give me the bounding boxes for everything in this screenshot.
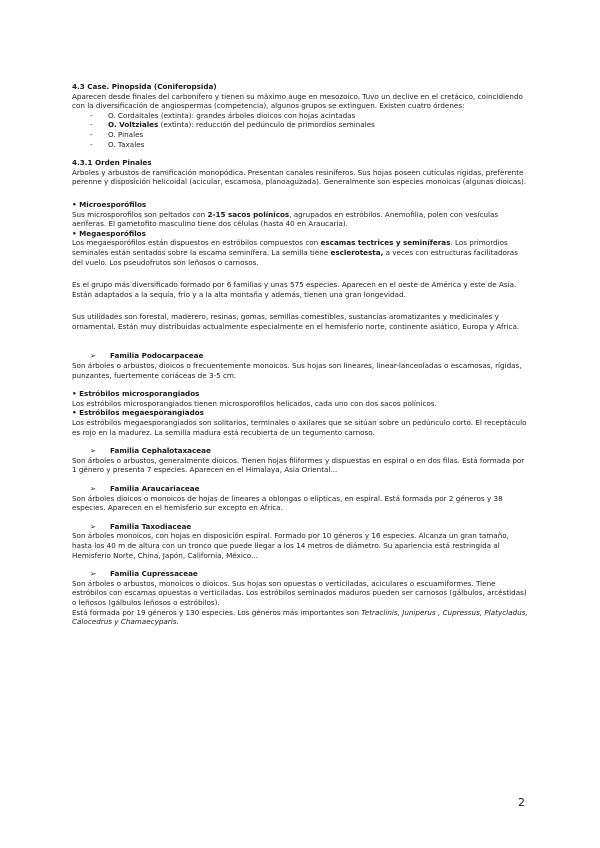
subheading: • Microesporófilos bbox=[72, 199, 147, 209]
paragraph: Son árboles dioicos o monoicos de hojas de lineares a oblongas o elípticas, en espiral. Está formada por 2 géneros y 38 especies. Aparecen en el hemisferio sur excepto en África. bbox=[72, 493, 503, 513]
section-heading: 4.3 Case. Pinopsida (Coniferopsida) bbox=[72, 82, 217, 91]
list-item bbox=[72, 140, 530, 150]
order-desc: (extinta): reducción del pedúnculo de primordios seminales bbox=[158, 120, 375, 130]
order-list bbox=[72, 111, 530, 149]
paragraph: Son árboles o arbustos, monoicos o dioicos. Sus hojas son opuestas o verticiladas, aciculares o escuamiformes. Tiene estróbilos con escamas opuestas o verticiladas. Los estróbilos seminados maduros pueden ser carnosos (gálbulos, arcéstidas) o leñosos (gálbulos leñosos o estróbilos). bbox=[72, 578, 527, 607]
arrow-icon: ➢ bbox=[90, 521, 97, 531]
page-number: 2 bbox=[518, 796, 525, 809]
paragraph: Árboles y arbustos de ramificación monopódica. Presentan canales resiníferos. Sus hojas poseen cutículas rígidas, preferente perenne y disposición helicoidal (acicular, escamosa, planoaguzada). Generalmente son especies monoicas (algunas dioicas). bbox=[72, 167, 527, 187]
paragraph: Son árboles o arbustos, generalmente dioicos. Tienen hojas filiformes y dispuestas en espiral o en dos filas. Está formada por 1 género y presenta 7 especies. Aparecen en el Himalaya, Asia Oriental... bbox=[72, 455, 525, 475]
paragraph: Son árboles o arbustos, dioicos o frecuentemente monoicos. Sus hojas son lineares, linear-lanceoladas o escamosas, rígidas, punzantes, fuertemente coriáceas de 3-5 cm. bbox=[72, 361, 522, 380]
list-item bbox=[72, 111, 530, 121]
list-item bbox=[72, 130, 530, 140]
subheading: • Megaesporófilos bbox=[72, 228, 146, 238]
arrow-icon: ➢ bbox=[90, 351, 97, 361]
family-heading: ➢ Familia Araucariaceae bbox=[90, 484, 200, 493]
paragraph: Los estróbilos microsporangiados tienen microsporofilos helicados, cada uno con dos sacos polínicos. bbox=[72, 398, 437, 408]
arrow-icon: ➢ bbox=[90, 484, 97, 493]
section-heading: 4.3.1 Orden Pinales bbox=[72, 158, 152, 168]
paragraph: Es el grupo más diversificado formado por 6 familias y unas 575 especies. Aparecen en el oeste de América y este de Asia. Están adaptados a la sequía, frío y a la alta montaña y además, tienen una gran longevidad. bbox=[72, 280, 517, 299]
document-page bbox=[72, 82, 530, 627]
order-name: O. Cordaitales bbox=[108, 110, 159, 120]
list-item bbox=[72, 120, 530, 130]
paragraph: Aparecen desde finales del carbonífero y tienen su máximo auge en mesozoico. Tuvo un declive en el cretácico, coincidiendo con la diversificación de angiospermas (competencia), algunos grupos se extinguen. Existen cuatro órdenes: bbox=[72, 91, 523, 111]
paragraph: Está formada por 19 géneros y 130 especies. Los géneros más importantes son Tetraclinis, Juniperus , Cupressus, Platycladus, Calocedrus y Chamaecyparis. bbox=[72, 607, 528, 627]
family-heading: ➢ Familia Cephalotaxaceae bbox=[90, 446, 211, 456]
bullet: • bbox=[72, 389, 77, 399]
family-heading: ➢ Familia Taxodiaceae bbox=[90, 521, 192, 531]
order-name: O. Taxales bbox=[108, 139, 145, 149]
bullet: • bbox=[72, 408, 77, 418]
paragraph: Los estróbilos megaesporangiados son solitarios, terminales o axilares que se sitúan sobre un pedúnculo corto. El receptáculo es rojo en la madurez. La semilla madura está recubierta de un tegumento carnoso. bbox=[72, 418, 527, 437]
bullet: • bbox=[72, 199, 77, 209]
order-name: O. Voltziales bbox=[108, 120, 159, 130]
paragraph: Son árboles monoicos, con hojas en disposición espiral. Formado por 10 géneros y 16 especies. Alcanza un gran tamaño, hasta los 40 m de altura con un tronco que puede llegar a los 14 metros de diámetro. Su apariencia está restringida al Hemisferio Norte, China, Japón, California, México... bbox=[72, 531, 509, 560]
order-name: O. Pinales bbox=[108, 129, 144, 139]
subheading: • Estróbilos microsporangiados bbox=[72, 389, 200, 399]
paragraph: Sus microsporofilos son peltados con 2-15 sacos polínicos, agrupados en estróbilos. Anemofilia, polen con vesículas aeríferas. El gametofito masculino tiene dos células (hasta 40 en Araucaria). bbox=[72, 209, 499, 229]
family-heading: ➢ Familia Cupressaceae bbox=[90, 569, 198, 579]
paragraph: Sus utilidades son forestal, maderero, resinas, gomas, semillas comestibles, sustancias aromatizantes y medicinales y ornamental. Están muy distribuidas actualmente especialmente en el hemisferio norte, continente asiático, Europa y África. bbox=[72, 312, 520, 331]
arrow-icon: ➢ bbox=[90, 446, 97, 456]
paragraph: Los megaesporófilos están dispuestos en estróbilos compuestos con escamas tectrices y seminíferas. Los primordios seminales están sentados sobre la escama seminífera. La semilla tiene esclerotesta, a veces con estructuras facilitadoras del vuelo. Los pseudofrutos son leñosos o carnosos. bbox=[72, 238, 518, 267]
order-desc: (extinta): grandes árboles dioicos con hojas acintadas bbox=[158, 110, 356, 120]
arrow-icon: ➢ bbox=[90, 569, 97, 579]
bullet: • bbox=[72, 228, 77, 238]
subheading: • Estróbilos megaesporangiados bbox=[72, 408, 204, 418]
family-heading: ➢ Familia Podocarpaceae bbox=[90, 351, 204, 361]
